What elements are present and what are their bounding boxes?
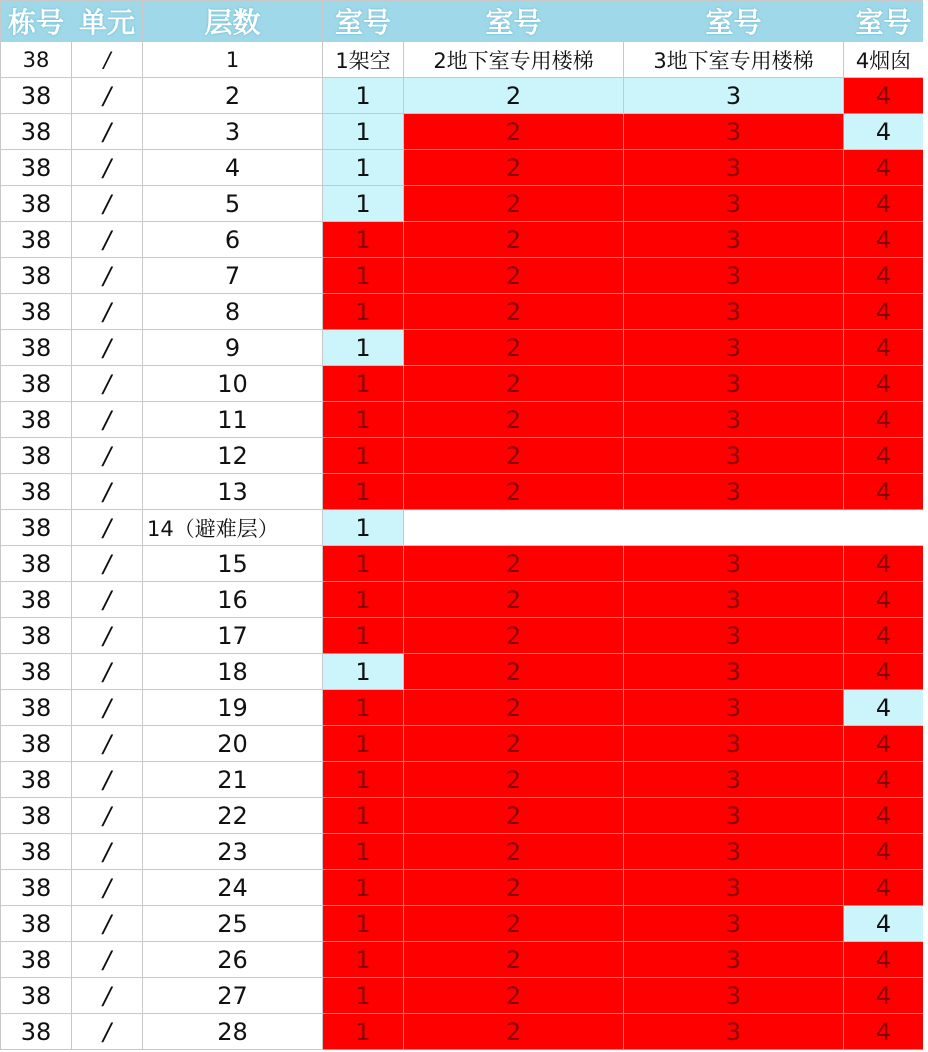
room-cell-3[interactable]: 3: [624, 546, 844, 582]
floor-cell[interactable]: 22: [143, 798, 323, 834]
floor-cell[interactable]: 10: [143, 366, 323, 402]
unit-cell[interactable]: /: [72, 906, 143, 942]
table-row: [1, 294, 924, 330]
floor-cell[interactable]: 3: [143, 114, 323, 150]
unit-cell[interactable]: /: [72, 798, 143, 834]
room-cell-3[interactable]: 3: [624, 762, 844, 798]
header-room-4[interactable]: 室号: [844, 1, 924, 42]
room-cell-2[interactable]: 2: [404, 762, 624, 798]
room-cell-3[interactable]: 3: [624, 690, 844, 726]
unit-cell[interactable]: /: [72, 78, 143, 114]
room-cell-2[interactable]: 2: [404, 114, 624, 150]
table-row: [1, 870, 924, 906]
room-cell-4[interactable]: 4: [844, 870, 924, 906]
room-cell-4[interactable]: 4: [844, 978, 924, 1014]
room-cell-1[interactable]: 1: [323, 546, 404, 582]
table-row: [1, 690, 924, 726]
unit-cell[interactable]: /: [72, 438, 143, 474]
header-row: [1, 1, 924, 42]
room-cell-1[interactable]: 1: [323, 1014, 404, 1050]
table-row: [1, 402, 924, 438]
unit-cell[interactable]: /: [72, 978, 143, 1014]
room-cell-2[interactable]: 2: [404, 258, 624, 294]
floor-cell[interactable]: 23: [143, 834, 323, 870]
table-row: [1, 798, 924, 834]
floor-cell[interactable]: 1: [143, 42, 323, 78]
room-cell-4[interactable]: 4: [844, 798, 924, 834]
building-cell[interactable]: 38: [1, 78, 72, 114]
building-cell[interactable]: 38: [1, 510, 72, 546]
unit-cell[interactable]: /: [72, 762, 143, 798]
room-cell-4[interactable]: 4: [844, 402, 924, 438]
building-cell[interactable]: 38: [1, 762, 72, 798]
sheet-right-edge: [923, 0, 928, 1052]
room-cell-1[interactable]: 1: [323, 114, 404, 150]
room-cell-3[interactable]: 3: [624, 1014, 844, 1050]
room-cell-2[interactable]: 2: [404, 1014, 624, 1050]
unit-cell[interactable]: /: [72, 474, 143, 510]
room-cell-3[interactable]: 3: [624, 834, 844, 870]
room-cell-1[interactable]: 1: [323, 438, 404, 474]
floor-cell[interactable]: 7: [143, 258, 323, 294]
room-cell-2[interactable]: 2: [404, 78, 624, 114]
room-cell-2[interactable]: 2: [404, 582, 624, 618]
building-cell[interactable]: 38: [1, 546, 72, 582]
room-cell-3[interactable]: 3: [624, 258, 844, 294]
unit-cell[interactable]: /: [72, 618, 143, 654]
room-cell-2[interactable]: 2: [404, 438, 624, 474]
room-cell-4[interactable]: 4: [844, 330, 924, 366]
header-floor[interactable]: 层数: [143, 1, 323, 42]
room-cell-1[interactable]: 1: [323, 906, 404, 942]
room-cell-2[interactable]: 2: [404, 978, 624, 1014]
table-row: [1, 474, 924, 510]
header-room-1[interactable]: 室号: [323, 1, 404, 42]
table-row: [1, 114, 924, 150]
building-cell[interactable]: 38: [1, 150, 72, 186]
building-cell[interactable]: 38: [1, 582, 72, 618]
room-cell-4[interactable]: 4: [844, 726, 924, 762]
floor-cell[interactable]: 8: [143, 294, 323, 330]
room-cell-1[interactable]: 1: [323, 510, 404, 546]
room-cell-2[interactable]: 2: [404, 618, 624, 654]
room-cell-1[interactable]: 1: [323, 870, 404, 906]
room-cell-4[interactable]: 4: [844, 690, 924, 726]
room-cell-3[interactable]: 3: [624, 870, 844, 906]
table-row: [1, 186, 924, 222]
room-cell-2[interactable]: 2: [404, 402, 624, 438]
room-cell-1[interactable]: 1: [323, 978, 404, 1014]
floor-cell[interactable]: 17: [143, 618, 323, 654]
room-cell-3[interactable]: 3: [624, 402, 844, 438]
room-name-2[interactable]: 2地下室专用楼梯: [404, 42, 624, 78]
room-cell-4[interactable]: 4: [844, 474, 924, 510]
room-cell-2[interactable]: 2: [404, 546, 624, 582]
room-cell-4[interactable]: 4: [844, 618, 924, 654]
building-cell[interactable]: 38: [1, 798, 72, 834]
floor-cell[interactable]: 18: [143, 654, 323, 690]
room-cell-2[interactable]: 2: [404, 690, 624, 726]
table-body: [1, 42, 924, 1050]
header-building[interactable]: 栋号: [1, 1, 72, 42]
room-cell-1[interactable]: 1: [323, 582, 404, 618]
unit-cell[interactable]: /: [72, 402, 143, 438]
floor-cell[interactable]: 14（避难层）: [143, 510, 323, 546]
building-cell[interactable]: 38: [1, 726, 72, 762]
room-cell-2[interactable]: [404, 510, 624, 546]
room-cell-3[interactable]: [624, 510, 844, 546]
room-cell-1[interactable]: 1: [323, 474, 404, 510]
room-cell-4[interactable]: 4: [844, 366, 924, 402]
floor-cell[interactable]: 5: [143, 186, 323, 222]
unit-cell[interactable]: /: [72, 258, 143, 294]
floor-cell[interactable]: 2: [143, 78, 323, 114]
room-cell-3[interactable]: 3: [624, 474, 844, 510]
unit-cell[interactable]: /: [72, 870, 143, 906]
room-cell-2[interactable]: 2: [404, 294, 624, 330]
room-cell-3[interactable]: 3: [624, 726, 844, 762]
room-cell-3[interactable]: 3: [624, 978, 844, 1014]
room-cell-2[interactable]: 2: [404, 942, 624, 978]
room-cell-2[interactable]: 2: [404, 150, 624, 186]
room-cell-3[interactable]: 3: [624, 186, 844, 222]
room-cell-4[interactable]: 4: [844, 762, 924, 798]
room-cell-1[interactable]: 1: [323, 762, 404, 798]
floor-cell[interactable]: 11: [143, 402, 323, 438]
room-cell-1[interactable]: 1: [323, 150, 404, 186]
room-cell-4[interactable]: 4: [844, 78, 924, 114]
table-row: [1, 618, 924, 654]
floor-cell[interactable]: 12: [143, 438, 323, 474]
room-cell-1[interactable]: 1: [323, 726, 404, 762]
room-name-4[interactable]: 4烟囱: [844, 42, 924, 78]
building-cell[interactable]: 38: [1, 978, 72, 1014]
room-cell-4[interactable]: 4: [844, 582, 924, 618]
unit-cell[interactable]: /: [72, 42, 143, 78]
building-cell[interactable]: 38: [1, 654, 72, 690]
unit-cell[interactable]: /: [72, 834, 143, 870]
room-cell-1[interactable]: 1: [323, 294, 404, 330]
room-cell-2[interactable]: 2: [404, 474, 624, 510]
room-cell-3[interactable]: 3: [624, 366, 844, 402]
room-cell-3[interactable]: 3: [624, 798, 844, 834]
room-cell-3[interactable]: 3: [624, 294, 844, 330]
floor-cell[interactable]: 19: [143, 690, 323, 726]
room-cell-3[interactable]: 3: [624, 654, 844, 690]
room-cell-2[interactable]: 2: [404, 834, 624, 870]
unit-cell[interactable]: /: [72, 114, 143, 150]
room-cell-4[interactable]: 4: [844, 114, 924, 150]
building-cell[interactable]: 38: [1, 222, 72, 258]
room-cell-4[interactable]: 4: [844, 150, 924, 186]
building-cell[interactable]: 38: [1, 942, 72, 978]
unit-cell[interactable]: /: [72, 294, 143, 330]
table-row: [1, 510, 924, 546]
unit-cell[interactable]: /: [72, 546, 143, 582]
floor-cell[interactable]: 9: [143, 330, 323, 366]
room-cell-3[interactable]: 3: [624, 330, 844, 366]
table-row: [1, 906, 924, 942]
room-cell-3[interactable]: 3: [624, 906, 844, 942]
table-row: [1, 546, 924, 582]
floor-cell[interactable]: 24: [143, 870, 323, 906]
table-row: [1, 258, 924, 294]
floor-cell[interactable]: 13: [143, 474, 323, 510]
floor-cell[interactable]: 4: [143, 150, 323, 186]
room-cell-2[interactable]: 2: [404, 870, 624, 906]
unit-cell[interactable]: /: [72, 1014, 143, 1050]
header-unit[interactable]: 单元: [72, 1, 143, 42]
unit-cell[interactable]: /: [72, 186, 143, 222]
floor-cell[interactable]: 6: [143, 222, 323, 258]
building-cell[interactable]: 38: [1, 42, 72, 78]
room-cell-2[interactable]: 2: [404, 726, 624, 762]
room-cell-3[interactable]: 3: [624, 618, 844, 654]
building-cell[interactable]: 38: [1, 330, 72, 366]
room-cell-2[interactable]: 2: [404, 366, 624, 402]
building-cell[interactable]: 38: [1, 258, 72, 294]
room-cell-4[interactable]: 4: [844, 222, 924, 258]
floor-cell[interactable]: 28: [143, 1014, 323, 1050]
room-cell-3[interactable]: 3: [624, 150, 844, 186]
unit-cell[interactable]: /: [72, 582, 143, 618]
room-cell-1[interactable]: 1: [323, 618, 404, 654]
building-cell[interactable]: 38: [1, 906, 72, 942]
building-cell[interactable]: 38: [1, 186, 72, 222]
building-cell[interactable]: 38: [1, 690, 72, 726]
room-cell-4[interactable]: 4: [844, 906, 924, 942]
table-row: [1, 1014, 924, 1050]
table-row: [1, 366, 924, 402]
table-row: [1, 762, 924, 798]
room-cell-3[interactable]: 3: [624, 942, 844, 978]
room-cell-1[interactable]: 1: [323, 222, 404, 258]
room-cell-4[interactable]: 4: [844, 942, 924, 978]
table-row: [1, 222, 924, 258]
room-name-row: [1, 42, 924, 78]
unit-cell[interactable]: /: [72, 150, 143, 186]
table-row: [1, 942, 924, 978]
room-cell-4[interactable]: 4: [844, 654, 924, 690]
building-cell[interactable]: 38: [1, 834, 72, 870]
floor-cell[interactable]: 26: [143, 942, 323, 978]
room-cell-1[interactable]: 1: [323, 834, 404, 870]
table-row: [1, 978, 924, 1014]
table-row: [1, 726, 924, 762]
header-room-2[interactable]: 室号: [404, 1, 624, 42]
building-cell[interactable]: 38: [1, 474, 72, 510]
room-cell-2[interactable]: 2: [404, 798, 624, 834]
floor-cell[interactable]: 21: [143, 762, 323, 798]
table-row: [1, 834, 924, 870]
table-row: [1, 654, 924, 690]
building-cell[interactable]: 38: [1, 438, 72, 474]
room-cell-1[interactable]: 1: [323, 186, 404, 222]
room-cell-2[interactable]: 2: [404, 186, 624, 222]
room-cell-2[interactable]: 2: [404, 906, 624, 942]
floor-cell[interactable]: 16: [143, 582, 323, 618]
unit-cell[interactable]: /: [72, 726, 143, 762]
building-cell[interactable]: 38: [1, 366, 72, 402]
table-row: [1, 438, 924, 474]
floor-cell[interactable]: 15: [143, 546, 323, 582]
building-cell[interactable]: 38: [1, 114, 72, 150]
room-cell-4[interactable]: 4: [844, 438, 924, 474]
room-cell-3[interactable]: 3: [624, 222, 844, 258]
room-cell-4[interactable]: 4: [844, 294, 924, 330]
room-cell-1[interactable]: 1: [323, 654, 404, 690]
building-cell[interactable]: 38: [1, 402, 72, 438]
room-cell-3[interactable]: 3: [624, 114, 844, 150]
table-row: [1, 150, 924, 186]
room-cell-4[interactable]: [844, 510, 924, 546]
room-cell-1[interactable]: 1: [323, 330, 404, 366]
room-name-3[interactable]: 3地下室专用楼梯: [624, 42, 844, 78]
building-cell[interactable]: 38: [1, 618, 72, 654]
room-cell-4[interactable]: 4: [844, 258, 924, 294]
floor-cell[interactable]: 25: [143, 906, 323, 942]
room-cell-2[interactable]: 2: [404, 222, 624, 258]
building-cell[interactable]: 38: [1, 294, 72, 330]
building-cell[interactable]: 38: [1, 870, 72, 906]
unit-cell[interactable]: /: [72, 690, 143, 726]
room-cell-4[interactable]: 4: [844, 546, 924, 582]
room-cell-3[interactable]: 3: [624, 582, 844, 618]
room-cell-2[interactable]: 2: [404, 330, 624, 366]
room-cell-1[interactable]: 1: [323, 78, 404, 114]
table-row: [1, 582, 924, 618]
table-row: [1, 330, 924, 366]
room-cell-1[interactable]: 1: [323, 798, 404, 834]
floor-cell[interactable]: 20: [143, 726, 323, 762]
room-cell-3[interactable]: 3: [624, 438, 844, 474]
unit-cell[interactable]: /: [72, 510, 143, 546]
table-row: [1, 78, 924, 114]
room-cell-4[interactable]: 4: [844, 834, 924, 870]
room-cell-4[interactable]: 4: [844, 1014, 924, 1050]
room-cell-4[interactable]: 4: [844, 186, 924, 222]
floor-cell[interactable]: 27: [143, 978, 323, 1014]
room-cell-2[interactable]: 2: [404, 654, 624, 690]
room-cell-1[interactable]: 1: [323, 402, 404, 438]
header-room-3[interactable]: 室号: [624, 1, 844, 42]
unit-cell[interactable]: /: [72, 330, 143, 366]
room-cell-1[interactable]: 1: [323, 258, 404, 294]
unit-cell[interactable]: /: [72, 222, 143, 258]
unit-cell[interactable]: /: [72, 942, 143, 978]
room-cell-1[interactable]: 1: [323, 942, 404, 978]
unit-cell[interactable]: /: [72, 654, 143, 690]
building-cell[interactable]: 38: [1, 1014, 72, 1050]
room-cell-3[interactable]: 3: [624, 78, 844, 114]
room-cell-1[interactable]: 1: [323, 366, 404, 402]
unit-cell[interactable]: /: [72, 366, 143, 402]
room-cell-1[interactable]: 1: [323, 690, 404, 726]
room-name-1[interactable]: 1架空: [323, 42, 404, 78]
